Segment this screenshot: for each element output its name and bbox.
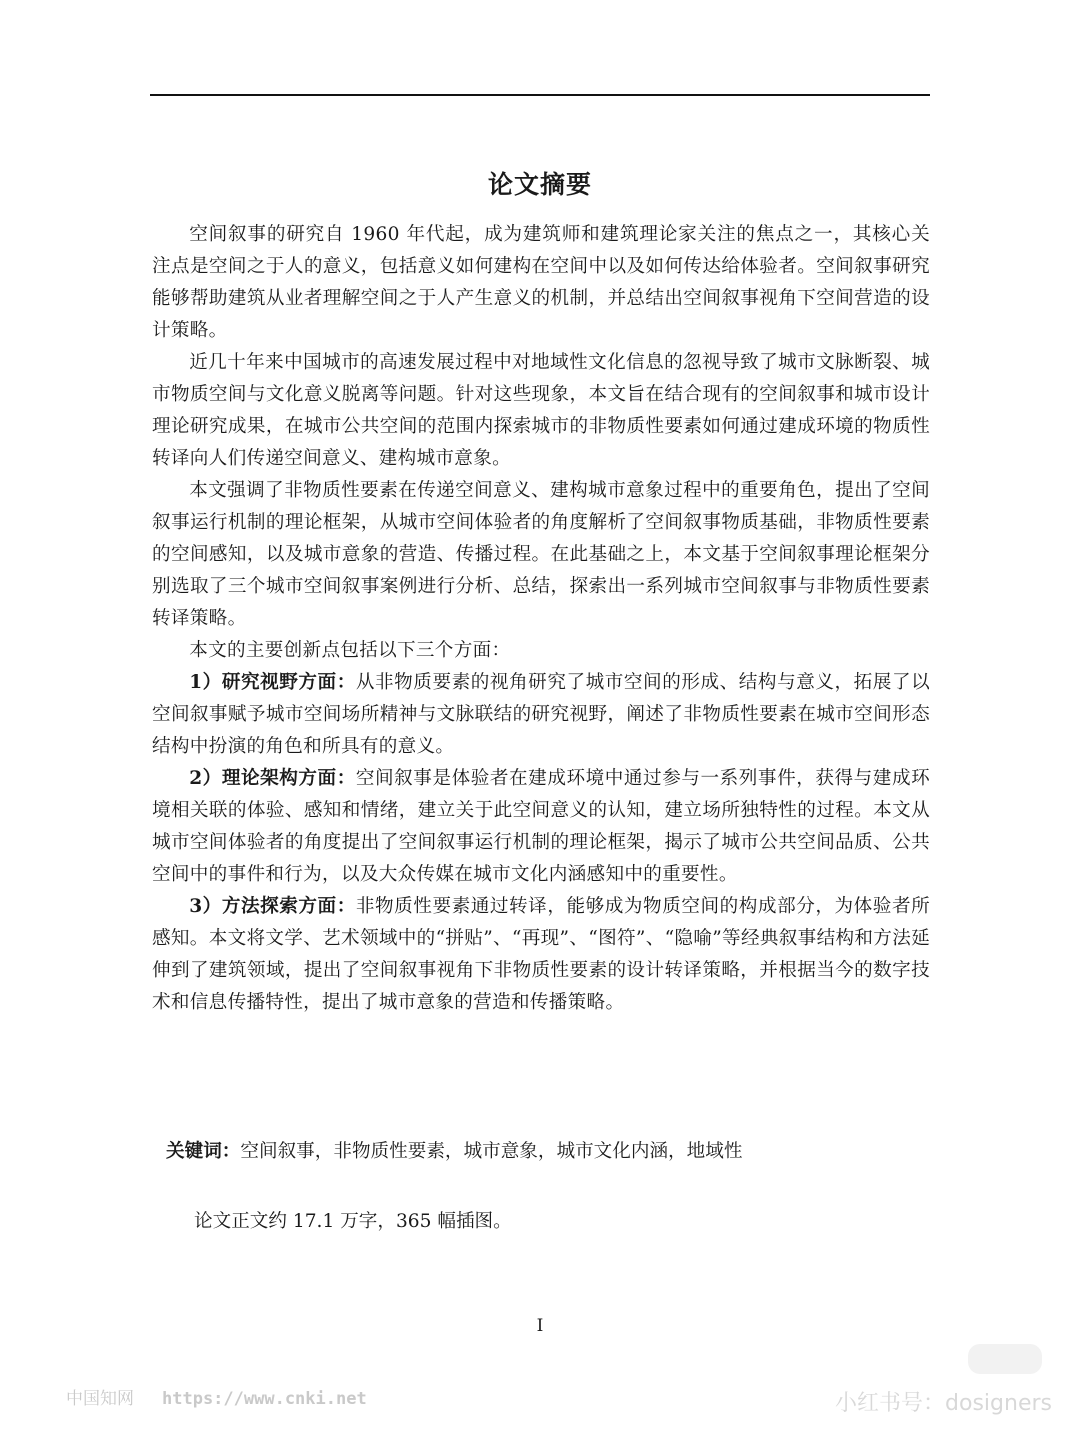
abstract-body xyxy=(152,219,930,1019)
page-number: I xyxy=(536,1316,544,1336)
keywords-label: 关键词： xyxy=(166,1141,241,1162)
header-rule xyxy=(150,94,930,96)
paragraph-text: 从非物质要素的视角研究了城市空间的形成、结构与意义，拓展了以空间叙事赋予城市空间场所精神与文脉联结的研究视野，阐述了非物质性要素在城市空间形态结构中扮演的角色和所具有的意义。 xyxy=(152,672,930,757)
watermark-badge xyxy=(968,1344,1042,1374)
innovation-label: 3）方法探索方面： xyxy=(189,896,356,917)
paragraph xyxy=(152,475,930,635)
xiaohongshu-watermark: 小红书号：dosigners xyxy=(835,1391,1052,1416)
innovation-point xyxy=(152,763,930,891)
cnki-watermark-url: https://www.cnki.net xyxy=(162,1389,367,1409)
keywords xyxy=(152,1136,944,1168)
paragraph-text: 空间叙事是体验者在建成环境中通过参与一系列事件，获得与建成环境相关联的体验、感知和情绪，建立关于此空间意义的认知，建立场所独特性的过程。本文从城市空间体验者的角度提出了空间叙事运行机制的理论框架，揭示了城市公共空间品质、公共空间中的事件和行为，以及大众传媒在城市文化内涵感知中的重要性。 xyxy=(152,768,930,885)
innovation-point xyxy=(152,891,930,1019)
paragraph-text: 空间叙事的研究自 1960 年代起，成为建筑师和建筑理论家关注的焦点之一，其核心关注点是空间之于人的意义，包括意义如何建构在空间中以及如何传达给体验者。空间叙事研究能够帮助建筑从业者理解空间之于人产生意义的机制，并总结出空间叙事视角下空间营造的设计策略。 xyxy=(152,224,930,341)
paragraph xyxy=(152,347,930,475)
innovation-point xyxy=(152,667,930,763)
paragraph-text: 近几十年来中国城市的高速发展过程中对地域性文化信息的忽视导致了城市文脉断裂、城市物质空间与文化意义脱离等问题。针对这些现象，本文旨在结合现有的空间叙事和城市设计理论研究成果，在城市公共空间的范围内探索城市的非物质性要素如何通过建成环境的物质性转译向人们传递空间意义、建构城市意象。 xyxy=(152,352,930,469)
cnki-watermark-name: 中国知网 xyxy=(66,1389,134,1409)
page-title: 论文摘要 xyxy=(487,170,592,199)
innovation-label: 1）研究视野方面： xyxy=(189,672,356,693)
innovation-label: 2）理论架构方面： xyxy=(189,768,356,789)
keywords-value: 空间叙事，非物质性要素，城市意象，城市文化内涵，地域性 xyxy=(240,1141,743,1162)
paragraph-text: 本文强调了非物质性要素在传递空间意义、建构城市意象过程中的重要角色，提出了空间叙事运行机制的理论框架，从城市空间体验者的角度解析了空间叙事物质基础，非物质性要素的空间感知，以及城市意象的营造、传播过程。在此基础之上，本文基于空间叙事理论框架分别选取了三个城市空间叙事案例进行分析、总结，探索出一系列城市空间叙事与非物质性要素转译策略。 xyxy=(152,480,930,629)
paragraph xyxy=(152,219,930,347)
cnki-watermark xyxy=(66,1384,367,1409)
paragraph xyxy=(152,635,930,667)
paragraph-text: 本文的主要创新点包括以下三个方面： xyxy=(189,640,511,661)
word-count-statement: 论文正文约 17.1 万字，365 幅插图。 xyxy=(194,1211,512,1232)
paragraph-text: 非物质性要素通过转译，能够成为物质空间的构成部分，为体验者所感知。本文将文学、艺术领域中的“拼贴”、“再现”、“图符”、“隐喻”等经典叙事结构和方法延伸到了建筑领域，提出了空间叙事视角下非物质性要素的设计转译策略，并根据当今的数字技术和信息传播特性，提出了城市意象的营造和传播策略。 xyxy=(152,896,930,1013)
